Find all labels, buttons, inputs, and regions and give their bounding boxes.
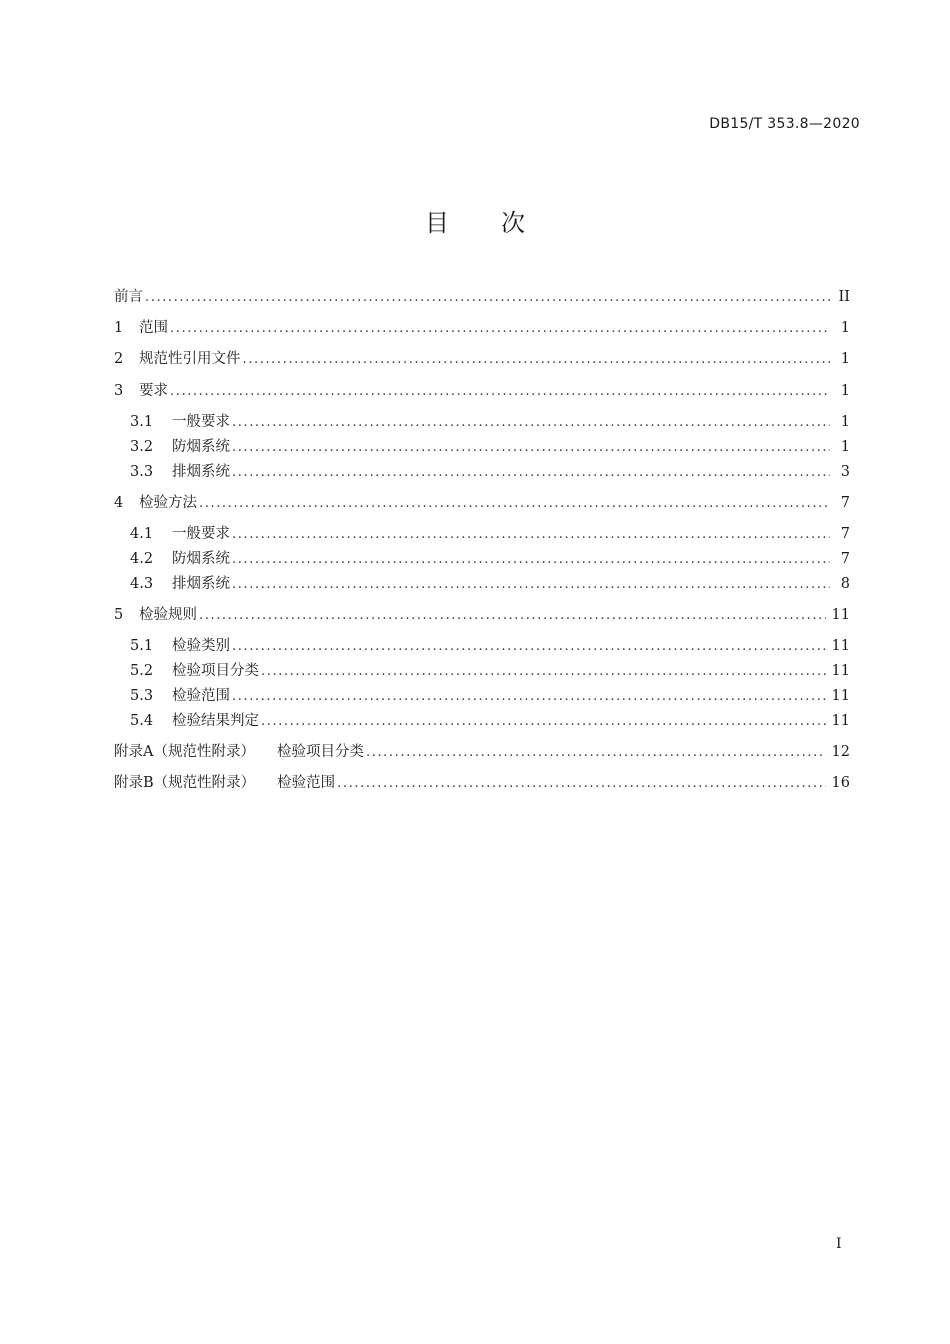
toc-page-number: 11 <box>831 663 850 679</box>
toc-dot-leader <box>145 287 830 309</box>
toc-entry-4-1[interactable] <box>130 523 850 545</box>
toc-page-number: 7 <box>840 526 850 542</box>
toc-page-number: 8 <box>840 576 850 592</box>
page-number: I <box>836 1236 842 1252</box>
toc-entry-label: 要求 <box>139 383 168 399</box>
toc-entry-3-3[interactable] <box>130 461 850 483</box>
toc-dot-leader <box>366 742 826 764</box>
toc-entry-3-2[interactable] <box>130 436 850 458</box>
toc-entry-annex-b[interactable] <box>114 772 850 794</box>
toc-entry-4-2[interactable] <box>130 548 850 570</box>
toc-entry-number: 3.3 <box>130 464 154 480</box>
toc-page-number: 11 <box>831 713 850 729</box>
toc-dot-leader <box>232 524 830 546</box>
toc-entry-label: 一般要求 <box>172 414 230 430</box>
toc-entry-label <box>114 741 364 763</box>
toc-entry-test-methods[interactable] <box>114 492 850 514</box>
toc-entry-number: 1 <box>114 320 124 336</box>
annex-a-designation: 附录A（规范性附录） <box>114 744 255 760</box>
toc-dot-leader <box>337 773 825 795</box>
toc-entry-preface[interactable] <box>114 286 850 308</box>
toc-entry-label: 检验规则 <box>139 607 197 623</box>
toc-title <box>0 206 950 240</box>
toc-entry-normative-references[interactable] <box>114 348 850 370</box>
toc-entry-label: 检验项目分类 <box>172 663 259 679</box>
toc-entry-label: 检验结果判定 <box>172 713 259 729</box>
toc-page-number: 11 <box>831 688 850 704</box>
toc-entry-number: 3 <box>114 383 124 399</box>
toc-dot-leader <box>170 381 830 403</box>
toc-entry-annex-a[interactable] <box>114 741 850 763</box>
toc-entry-5-4[interactable] <box>130 710 850 732</box>
toc-dot-leader <box>232 686 826 708</box>
toc-entry-scope[interactable] <box>114 317 850 339</box>
document-code: DB15/T 353.8—2020 <box>709 116 860 132</box>
toc-page-number: 11 <box>831 607 850 623</box>
toc-dot-leader <box>199 493 830 515</box>
toc-dot-leader <box>232 636 826 658</box>
toc-entry-number: 3.1 <box>130 414 154 430</box>
toc-title-char-1: 目 <box>425 209 449 237</box>
toc-dot-leader <box>170 318 830 340</box>
toc-entry-number: 3.2 <box>130 439 154 455</box>
toc-page-number: 16 <box>831 775 850 791</box>
toc-page-number: 3 <box>840 464 850 480</box>
toc-entry-label: 一般要求 <box>172 526 230 542</box>
toc-page-number: 12 <box>831 744 850 760</box>
toc-entry-number: 5.4 <box>130 713 154 729</box>
toc-entry-label: 检验类别 <box>172 638 230 654</box>
toc-page-number: 1 <box>840 351 850 367</box>
toc-entry-number: 4.2 <box>130 551 154 567</box>
toc-page-number: 1 <box>840 383 850 399</box>
toc-dot-leader <box>232 574 830 596</box>
toc-entry-label: 检验范围 <box>172 688 230 704</box>
toc-entry-label: 前言 <box>114 289 143 305</box>
toc-entry-label <box>114 772 335 794</box>
toc-entry-label: 防烟系统 <box>172 439 230 455</box>
toc-entry-4-3[interactable] <box>130 573 850 595</box>
toc-page-number: 7 <box>840 495 850 511</box>
toc-entry-label: 规范性引用文件 <box>139 351 241 367</box>
toc-entry-5-1[interactable] <box>130 635 850 657</box>
toc-page-number: II <box>838 289 850 305</box>
toc-title-char-2: 次 <box>501 209 525 237</box>
annex-b-designation: 附录B（规范性附录） <box>114 775 256 791</box>
toc-entry-number: 5.3 <box>130 688 154 704</box>
toc-page-number: 7 <box>840 551 850 567</box>
toc-entry-number: 2 <box>114 351 124 367</box>
toc-entry-number: 5.1 <box>130 638 154 654</box>
toc-entry-label: 范围 <box>139 320 168 336</box>
annex-a-title: 检验项目分类 <box>276 744 364 760</box>
toc-entry-5-2[interactable] <box>130 660 850 682</box>
annex-b-title: 检验范围 <box>277 775 336 791</box>
toc-page-number: 1 <box>840 439 850 455</box>
toc-dot-leader <box>261 661 826 683</box>
toc-entry-inspection-rules[interactable] <box>114 604 850 626</box>
toc-page-number: 11 <box>831 638 850 654</box>
toc-dot-leader <box>232 549 830 571</box>
toc-entry-number: 4.3 <box>130 576 154 592</box>
toc-entry-5-3[interactable] <box>130 685 850 707</box>
toc-page-number: 1 <box>840 320 850 336</box>
toc-entry-label: 排烟系统 <box>172 576 230 592</box>
toc-dot-leader <box>243 349 831 371</box>
toc-page-number: 1 <box>840 414 850 430</box>
toc-entry-number: 5.2 <box>130 663 154 679</box>
toc-dot-leader <box>232 462 830 484</box>
toc-dot-leader <box>232 412 830 434</box>
toc-dot-leader <box>232 437 830 459</box>
toc-entry-number: 5 <box>114 607 124 623</box>
toc-entry-number: 4 <box>114 495 124 511</box>
toc-entry-label: 排烟系统 <box>172 464 230 480</box>
toc-entry-3-1[interactable] <box>130 411 850 433</box>
toc-entry-number: 4.1 <box>130 526 154 542</box>
toc-dot-leader <box>261 711 826 733</box>
toc-entry-requirements[interactable] <box>114 380 850 402</box>
toc-entry-label: 检验方法 <box>139 495 197 511</box>
toc-entry-label: 防烟系统 <box>172 551 230 567</box>
toc-dot-leader <box>199 605 826 627</box>
